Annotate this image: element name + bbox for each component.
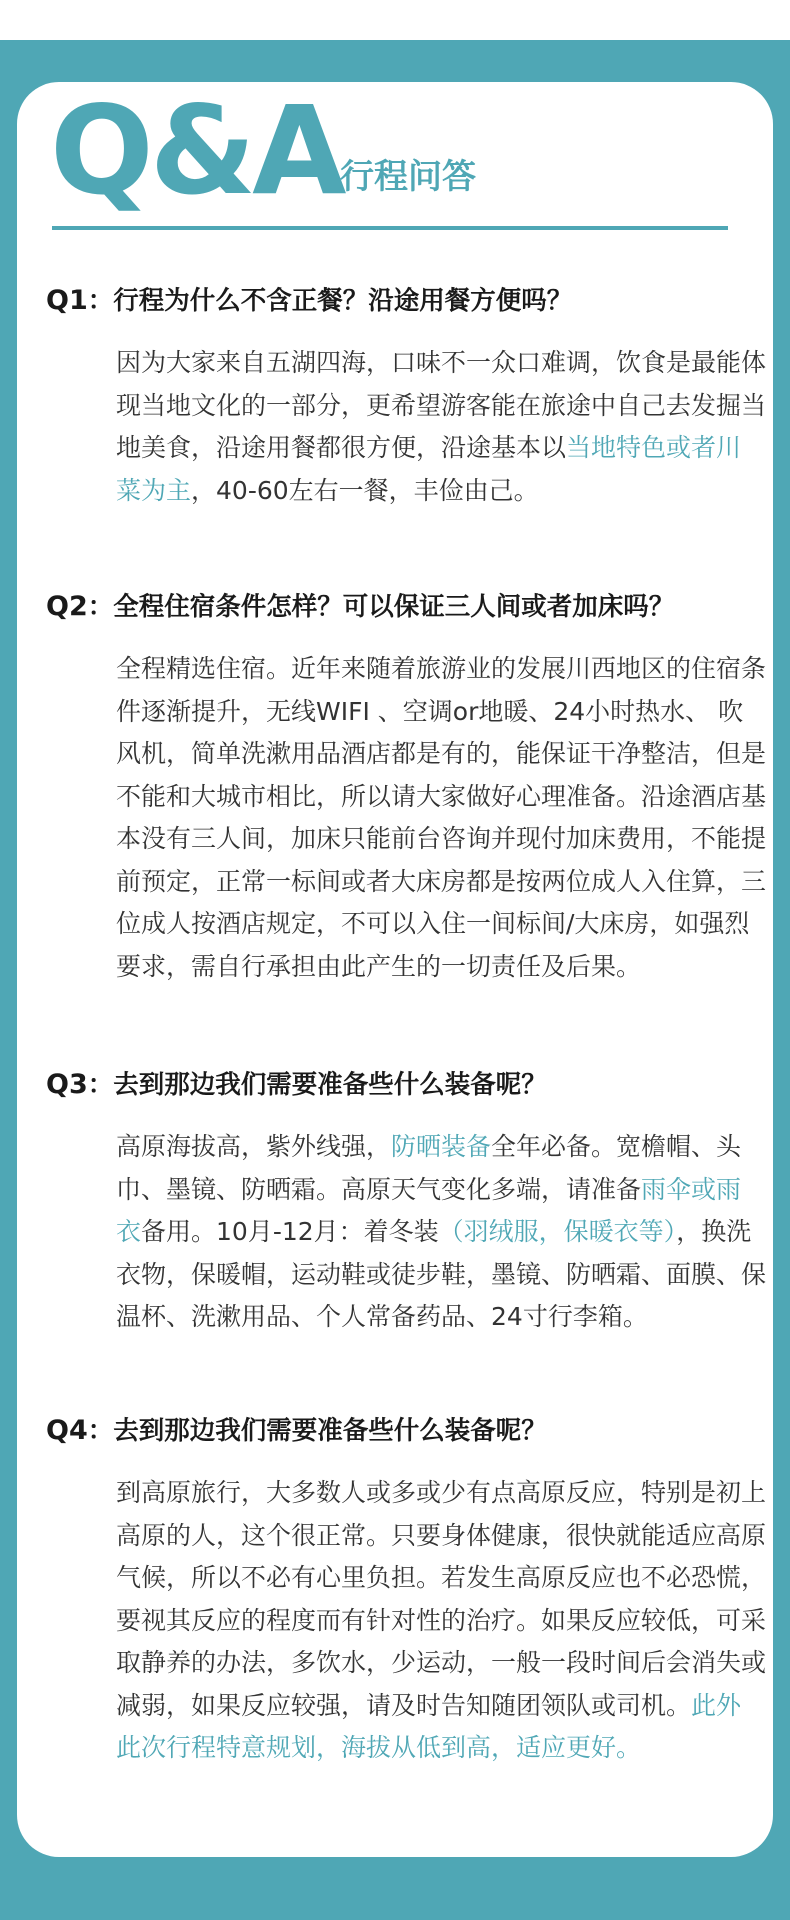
title-divider [52,226,728,230]
answer-highlight: 此外此次行程特意规划，海拔从低到高，适应更好。 [116,1690,742,1762]
question-2 [46,591,786,623]
question-colon: ： [87,1070,114,1100]
question-number: Q4 [46,1415,88,1446]
top-white-band [0,0,790,40]
answer-segment: 高原海拔高，紫外线强， [116,1132,392,1161]
question-text: 全程住宿条件怎样？可以保证三人间或者加床吗？ [113,592,675,622]
question-text: 去到那边我们需要准备些什么装备呢？ [113,1416,547,1446]
answer-1 [116,342,766,512]
answer-segment: 备用。10月-12月：着冬装 [141,1217,439,1246]
question-colon: ： [87,592,114,622]
answer-segment: ，40-60左右一餐，丰俭由己。 [191,475,539,505]
answer-segment: 因为大家来自五湖四海，口味不一众口难调，饮食是最能体现当地文化的一部分，更希望游客能在旅途中自己去发掘当地美食，沿途用餐都很方便，沿途基本以 [116,348,767,462]
question-colon: ： [87,1416,114,1446]
answer-highlight: 当地特色或者川菜为主 [116,433,742,505]
question-number: Q1 [46,285,88,316]
question-number: Q3 [46,1069,88,1100]
question-colon: ： [87,286,114,316]
qa-subtitle: 行程问答 [340,157,476,197]
answer-highlight: 防晒装备 [391,1132,492,1161]
answer-2 [116,648,766,988]
question-1 [46,285,786,317]
answer-segment: 到高原旅行，大多数人或多或少有点高原反应，特别是初上高原的人，这个很正常。只要身体健康，很快就能适应高原气候，所以不必有心里负担。若发生高原反应也不必恐慌，要视其反应的程度而有针对性的治疗。如果反应较低，可采取静养的办法，多饮水，少运动，一般一段时间后会消失或减弱，如果反应较强，请及时告知随团领队或司机。 [116,1478,767,1720]
answer-highlight: （羽绒服，保暖衣等） [438,1217,677,1246]
question-text: 去到那边我们需要准备些什么装备呢？ [113,1070,547,1100]
answer-segment: 全程精选住宿。近年来随着旅游业的发展川西地区的住宿条件逐渐提升，无线WIFI 、空调or地暖、24小时热水、 吹风机，简单洗漱用品酒店都是有的，能保证干净整洁，但是不能和大城市相比，所以请大家做好心理准备。沿途酒店基本没有三人间，加床只能前台咨询并现付加床费用，不能提前预定，正常一标间或者大床房都是按两位成人入住算，三位成人按酒店规定，不可以入住一间标间/大床房，如强烈要求，需自行承担由此产生的一切责任及后果。 [116,654,767,981]
question-text: 行程为什么不含正餐？沿途用餐方便吗？ [113,286,573,316]
question-number: Q2 [46,591,88,622]
answer-3 [116,1126,766,1339]
answer-segment: 全年必备。宽檐帽、头巾、墨镜、防晒霜。高原天气变化多端，请准备 [116,1132,742,1204]
question-4 [46,1415,786,1447]
answer-4 [116,1472,766,1770]
qa-title: Q&A [50,80,343,222]
answer-segment: ，换洗衣物，保暖帽，运动鞋或徒步鞋，墨镜、防晒霜、面膜、保温杯、洗漱用品、个人常备药品、24寸行李箱。 [116,1217,767,1331]
answer-highlight: 雨伞或雨衣 [116,1174,742,1246]
question-3 [46,1069,786,1101]
